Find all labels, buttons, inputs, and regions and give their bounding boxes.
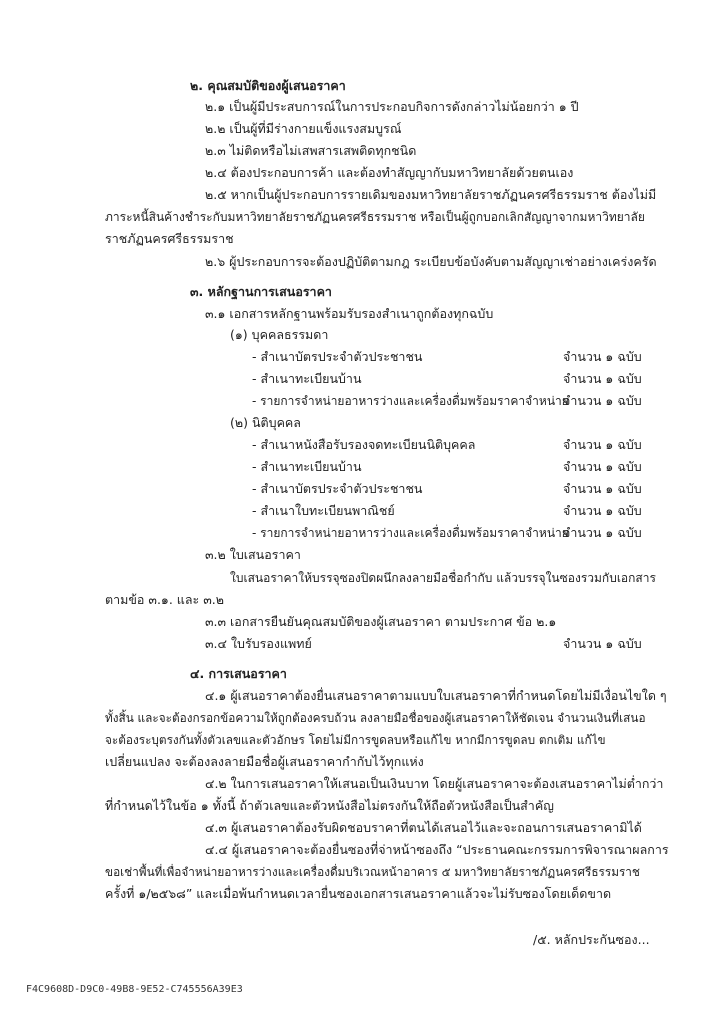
juristic-doc-1-amount: จำนวน ๑ ฉบับ: [563, 437, 642, 452]
item-4-1-cont-3: เปลี่ยนแปลง จะต้องลงลายมือชื่อผู้เสนอราคากำกับไว้ทุกแห่ง: [105, 754, 424, 769]
juristic-doc-4: - สำเนาใบทะเบียนพาณิชย์: [252, 503, 395, 518]
item-4-2: ๔.๒ ในการเสนอราคาให้เสนอเป็นเงินบาท โดยผู้เสนอราคาจะต้องเสนอราคาไม่ต่ำกว่า: [205, 776, 664, 791]
item-2-5-cont-2: ราชภัฏนครศรีธรรมราช: [105, 231, 234, 246]
person-doc-2: - สำเนาทะเบียนบ้าน: [252, 371, 362, 386]
section-4-heading: ๔. การเสนอราคา: [190, 666, 287, 681]
juristic-doc-2-amount: จำนวน ๑ ฉบับ: [563, 459, 642, 474]
juristic-doc-3-amount: จำนวน ๑ ฉบับ: [563, 481, 642, 496]
item-3-1: ๓.๑ เอกสารหลักฐานพร้อมรับรองสำเนาถูกต้องทุกฉบับ: [205, 306, 494, 321]
juristic-doc-2: - สำเนาทะเบียนบ้าน: [252, 459, 362, 474]
item-2-5-cont-1: ภาระหนี้สินค้างชำระกับมหาวิทยาลัยราชภัฏนครศรีธรรมราช หรือเป็นผู้ถูกบอกเลิกสัญญาจากมหาวิทยาลัย: [105, 210, 645, 224]
item-4-4-cont-1: ขอเช่าพื้นที่เพื่อจำหน่ายอาหารว่างและเครื่องดื่มบริเวณหน้าอาคาร ๕ มหาวิทยาลัยราชภัฏนครศรีธรรมราช: [105, 865, 640, 879]
item-4-3: ๔.๓ ผู้เสนอราคาต้องรับผิดชอบราคาที่ตนได้เสนอไว้และจะถอนการเสนอราคามิได้: [205, 820, 642, 835]
document-id: F4C9608D-D9C0-49B8-9E52-C745556A39E3: [26, 984, 243, 995]
person-doc-1: - สำเนาบัตรประจำตัวประชาชน: [252, 349, 423, 364]
item-3-4-amount: จำนวน ๑ ฉบับ: [563, 636, 642, 651]
item-2-4: ๒.๔ ต้องประกอบการค้า และต้องทำสัญญากับมหาวิทยาลัยด้วยตนเอง: [205, 165, 574, 180]
item-2-3: ๒.๓ ไม่ติดหรือไม่เสพสารเสพติดทุกชนิด: [205, 143, 417, 158]
person-doc-3: - รายการจำหน่ายอาหารว่างและเครื่องดื่มพร้อมราคาจำหน่าย: [252, 394, 569, 408]
item-4-1-cont-2: จะต้องระบุตรงกันทั้งตัวเลขและตัวอักษร โดยไม่มีการขูดลบหรือแก้ไข หากมีการขูดลบ ตกเติม แก้ไข: [105, 733, 606, 747]
item-2-6: ๒.๖ ผู้ประกอบการจะต้องปฏิบัติตามกฎ ระเบียบข้อบังคับตามสัญญาเช่าอย่างเคร่งครัด: [205, 254, 657, 269]
juristic-doc-1: - สำเนาหนังสือรับรองจดทะเบียนนิติบุคคล: [252, 437, 476, 452]
item-4-4-cont-2: ครั้งที่ ๑/๒๕๖๘” และเมื่อพ้นกำหนดเวลายื่นซองเอกสารเสนอราคาแล้วจะไม่รับซองโดยเด็ดขาด: [105, 886, 612, 901]
item-4-1: ๔.๑ ผู้เสนอราคาต้องยื่นเสนอราคาตามแบบใบเสนอราคาที่กำหนดโดยไม่มีเงื่อนไขใด ๆ: [205, 688, 667, 703]
continuation-note: /๕. หลักประกันซอง...: [533, 932, 650, 947]
item-2-2: ๒.๒ เป็นผู้ที่มีร่างกายแข็งแรงสมบูรณ์: [205, 121, 402, 136]
item-3-2: ๓.๒ ใบเสนอราคา: [205, 547, 301, 562]
item-3-4: ๓.๔ ใบรับรองแพทย์: [205, 636, 312, 651]
section-3-heading: ๓. หลักฐานการเสนอราคา: [190, 284, 332, 299]
person-label: (๑) บุคคลธรรมดา: [230, 327, 329, 342]
item-4-2-cont: ที่กำหนดไว้ในข้อ ๑ ทั้งนี้ ถ้าตัวเลขและตัวหนังสือไม่ตรงกันให้ถือตัวหนังสือเป็นสำคัญ: [105, 798, 554, 813]
juristic-doc-4-amount: จำนวน ๑ ฉบับ: [563, 503, 642, 518]
juristic-label: (๒) นิติบุคคล: [230, 415, 301, 430]
item-3-3: ๓.๓ เอกสารยืนยันคุณสมบัติของผู้เสนอราคา ตามประกาศ ข้อ ๒.๑: [205, 614, 557, 629]
juristic-doc-5: - รายการจำหน่ายอาหารว่างและเครื่องดื่มพร้อมราคาจำหน่าย: [252, 526, 569, 540]
item-3-2-text-1: ใบเสนอราคาให้บรรจุซองปิดผนึกลงลายมือชื่อกำกับ แล้วบรรจุในซองรวมกับเอกสาร: [230, 571, 656, 585]
person-doc-2-amount: จำนวน ๑ ฉบับ: [563, 371, 642, 386]
person-doc-1-amount: จำนวน ๑ ฉบับ: [563, 349, 642, 364]
person-doc-3-amount: จำนวน ๑ ฉบับ: [563, 393, 642, 408]
item-4-1-cont-1: ทั้งสิ้น และจะต้องกรอกข้อความให้ถูกต้องครบถ้วน ลงลายมือชื่อของผู้เสนอราคาให้ชัดเจน จำนวนเงินที่เสนอ: [105, 711, 646, 725]
juristic-doc-5-amount: จำนวน ๑ ฉบับ: [563, 525, 642, 540]
item-3-2-text-2: ตามข้อ ๓.๑. และ ๓.๒: [105, 592, 224, 607]
item-4-4: ๔.๔ ผู้เสนอราคาจะต้องยื่นซองที่จ่าหน้าซองถึง “ประธานคณะกรรมการพิจารณาผลการ: [205, 842, 669, 857]
section-2-heading: ๒. คุณสมบัติของผู้เสนอราคา: [190, 78, 346, 93]
item-2-1: ๒.๑ เป็นผู้มีประสบการณ์ในการประกอบกิจการดังกล่าวไม่น้อยกว่า ๑ ปี: [205, 99, 579, 114]
item-2-5: ๒.๕ หากเป็นผู้ประกอบการรายเดิมของมหาวิทยาลัยราชภัฏนครศรีธรรมราช ต้องไม่มี: [205, 187, 657, 202]
juristic-doc-3: - สำเนาบัตรประจำตัวประชาชน: [252, 481, 423, 496]
